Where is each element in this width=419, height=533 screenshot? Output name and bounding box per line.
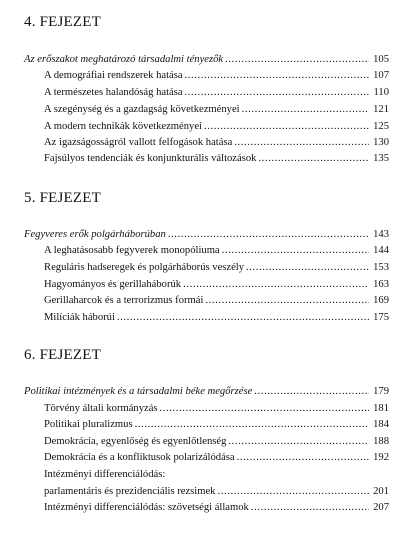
leader-dots — [217, 485, 369, 499]
entry-title: Intézményi differenciálódás: — [44, 469, 166, 480]
page-number: 201 — [373, 486, 389, 497]
leader-dots — [234, 136, 369, 150]
leader-dots — [225, 53, 369, 67]
toc-entry — [44, 152, 389, 166]
entry-title: Politikai intézmények és a társadalmi béke megőrzése — [24, 386, 253, 397]
entry-title: parlamentáris és prezidenciális rezsimek — [44, 486, 216, 497]
leader-dots — [237, 451, 369, 465]
toc-entry — [44, 402, 389, 416]
entry-title: Hagyományos és gerillaháborúk — [44, 279, 182, 290]
page-number: 153 — [373, 262, 389, 273]
leader-dots — [254, 385, 369, 399]
entry-title: A leghatásosabb fegyverek monopóliuma — [44, 245, 220, 256]
page-number: 163 — [373, 279, 389, 290]
entry-title: A modern technikák következményei — [44, 121, 202, 132]
entry-title: A szegénység és a gazdagság következményei — [44, 104, 240, 115]
leader-dots — [242, 103, 369, 117]
leader-dots — [246, 261, 369, 275]
toc-entry-main — [24, 53, 389, 67]
toc-entry — [44, 435, 389, 449]
leader-dots — [160, 402, 369, 416]
toc-entry — [44, 86, 389, 100]
entry-title: Intézményi differenciálódás: szövetségi államok — [44, 502, 249, 513]
leader-dots — [222, 244, 369, 258]
page-number: 179 — [373, 386, 389, 397]
leader-dots — [135, 418, 369, 432]
page-number: 110 — [373, 87, 389, 98]
page-number: 135 — [373, 153, 389, 164]
entry-title: Törvény általi kormányzás — [44, 403, 158, 414]
entry-title: Gerillaharcok és a terrorizmus formái — [44, 295, 204, 306]
leader-dots — [258, 152, 369, 166]
page-number: 121 — [373, 104, 389, 115]
page-number: 143 — [373, 229, 389, 240]
page-number: 175 — [373, 312, 389, 323]
toc-entry — [44, 311, 389, 325]
toc-entry — [44, 261, 389, 275]
entry-title: Az igazságosságról vallott felfogások hatása — [44, 137, 233, 148]
page-number: 192 — [373, 452, 389, 463]
page-number: 207 — [373, 502, 389, 513]
entry-title: Demokrácia, egyenlőség és egyenlőtlenség — [44, 436, 227, 447]
toc-entry-main — [24, 228, 389, 242]
toc-entry-main — [24, 385, 389, 399]
toc-entry — [44, 69, 389, 83]
toc-entry — [44, 451, 389, 465]
entry-title: Fajsúlyos tendenciák és konjunkturális változások — [44, 153, 257, 164]
leader-dots — [204, 120, 369, 134]
entry-title: A demográfiai rendszerek hatása — [44, 70, 183, 81]
leader-dots — [168, 228, 369, 242]
page-number: 125 — [373, 121, 389, 132]
toc-entry — [44, 136, 389, 150]
page-number: 144 — [373, 245, 389, 256]
toc-entry — [44, 418, 389, 432]
toc-entry — [44, 244, 389, 258]
leader-dots — [205, 294, 369, 308]
leader-dots — [183, 278, 369, 292]
toc-entry-first-line — [44, 468, 389, 482]
page-number: 169 — [373, 295, 389, 306]
toc-entry — [44, 294, 389, 308]
toc-entry — [44, 485, 389, 499]
chapter-6-heading: 6. FEJEZET — [24, 347, 101, 363]
entry-title: A természetes halandóság hatása — [44, 87, 183, 98]
entry-title: Demokrácia és a konfliktusok polarizálódása — [44, 452, 235, 463]
chapter-4-heading: 4. FEJEZET — [24, 14, 101, 30]
toc-entry — [44, 278, 389, 292]
toc-entry — [44, 103, 389, 117]
leader-dots — [185, 86, 369, 100]
page-number: 188 — [373, 436, 389, 447]
page-number: 184 — [373, 419, 389, 430]
leader-dots — [251, 501, 369, 515]
entry-title: Fegyveres erők polgárháborúban — [24, 229, 166, 240]
page-number: 105 — [373, 54, 389, 65]
entry-title: Az erőszakot meghatározó társadalmi tényezők — [24, 54, 224, 65]
leader-dots — [185, 69, 369, 83]
page-number: 107 — [373, 70, 389, 81]
entry-title: Milíciák háborúi — [44, 312, 115, 323]
entry-title: Politikai pluralizmus — [44, 419, 133, 430]
leader-dots — [117, 311, 369, 325]
toc-entry — [44, 120, 389, 134]
page-number: 181 — [373, 403, 389, 414]
toc-entry — [44, 501, 389, 515]
page-number: 130 — [373, 137, 389, 148]
entry-title: Reguláris hadseregek és polgárháborús veszély — [44, 262, 245, 273]
chapter-5-heading: 5. FEJEZET — [24, 190, 101, 206]
leader-dots — [228, 435, 369, 449]
